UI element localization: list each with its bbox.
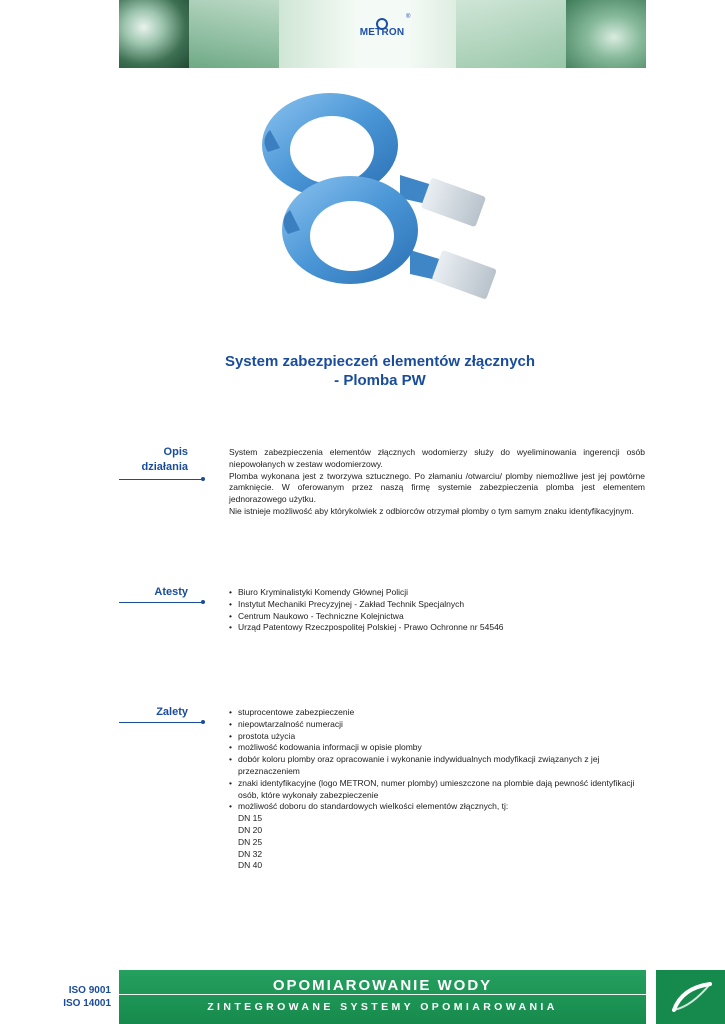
opis-paragraph: Plomba wykonana jest z tworzywa sztucznego. Po złamaniu /otwarciu/ plomby niemożliwe jest jej powtórne zamknięcie. W oferowanym przez naszą firmę systemie zabezpieczenia plomba jest elementem jednorazowego użytku.: [229, 470, 645, 505]
product-image-plomba: [250, 90, 510, 320]
section-label-zalety: Zalety: [156, 706, 188, 718]
opis-paragraph: System zabezpieczenia elementów złącznych wodomierzy służy do wyeliminowania ingerencji osób niepowołanych w zestaw wodomierzowy.: [229, 447, 645, 469]
opis-paragraph: Nie istnieje możliwość aby którykolwiek z odbiorców otrzymał plomby o tym samym znaku identyfikacyjnym.: [229, 505, 634, 516]
size-item: DN 25: [238, 836, 263, 847]
list-item: • dobór koloru plomby oraz opracowanie i wykonanie indywidualnych modyfikacji związanych z jej przeznaczeniem: [229, 754, 645, 778]
page-title-line2: - Plomba PW: [334, 372, 426, 389]
field-photo: [566, 0, 646, 68]
section-label-opis: [119, 445, 188, 475]
iso-9001-label: ISO 9001: [68, 985, 111, 996]
size-item: DN 32: [238, 848, 263, 859]
section-opis-body: [229, 447, 645, 518]
footer-divider: [119, 994, 646, 995]
landscape-photo-left: [189, 0, 279, 68]
list-item: • stuprocentowe zabezpieczenie: [229, 707, 645, 719]
list-item: • Urząd Patentowy Rzeczpospolitej Polskiej - Prawo Ochronne nr 54546: [229, 622, 645, 634]
footer-title: OPOMIAROWANIE WODY: [272, 977, 493, 994]
zalety-list: [229, 707, 645, 872]
list-item: • możliwość doboru do standardowych wielkości elementów złącznych, tj:: [229, 801, 645, 813]
registered-mark: ®: [406, 14, 411, 20]
atesty-list: [229, 587, 645, 634]
page-title: [180, 352, 580, 390]
list-item: • znaki identyfikacyjne (logo METRON, numer plomby) umieszczone na plombie dają pewność identyfikacji osób, które wykonały zabezpieczenie: [229, 778, 645, 802]
size-item: DN 40: [238, 860, 263, 871]
list-item: • Biuro Kryminalistyki Komendy Głównej Policji: [229, 587, 645, 599]
section-label-opis-line1: Opis: [163, 446, 188, 458]
iso-14001-label: ISO 14001: [63, 998, 111, 1009]
size-item: DN 20: [238, 824, 263, 835]
section-divider: [119, 722, 203, 723]
section-divider: [119, 479, 203, 480]
landscape-photo-right: [456, 0, 566, 68]
list-item: • możliwość kodowania informacji w opisie plomby: [229, 742, 645, 754]
list-item: • Instytut Mechaniki Precyzyjnej - Zakład Technik Specjalnych: [229, 599, 645, 611]
list-item: • niepowtarzalność numeracji: [229, 719, 645, 731]
logo-text: METRON: [359, 27, 405, 38]
metron-logo: [356, 14, 411, 40]
page-title-line1: System zabezpieczeń elementów złącznych: [224, 353, 536, 370]
footer-subtitle: ZINTEGROWANE SYSTEMY OPOMIAROWANIA: [207, 1001, 558, 1013]
section-label-atesty: Atesty: [154, 586, 188, 598]
waterfall-photo: [119, 0, 189, 68]
list-item: • prostota użycia: [229, 731, 645, 743]
leaf-logo-icon: [656, 970, 725, 1024]
list-item: • Centrum Naukowo - Techniczne Kolejnictwa: [229, 611, 645, 623]
section-label-opis-line2: działania: [141, 461, 188, 473]
header-banner: [119, 0, 646, 68]
section-divider: [119, 602, 203, 603]
size-item: DN 15: [238, 813, 263, 824]
